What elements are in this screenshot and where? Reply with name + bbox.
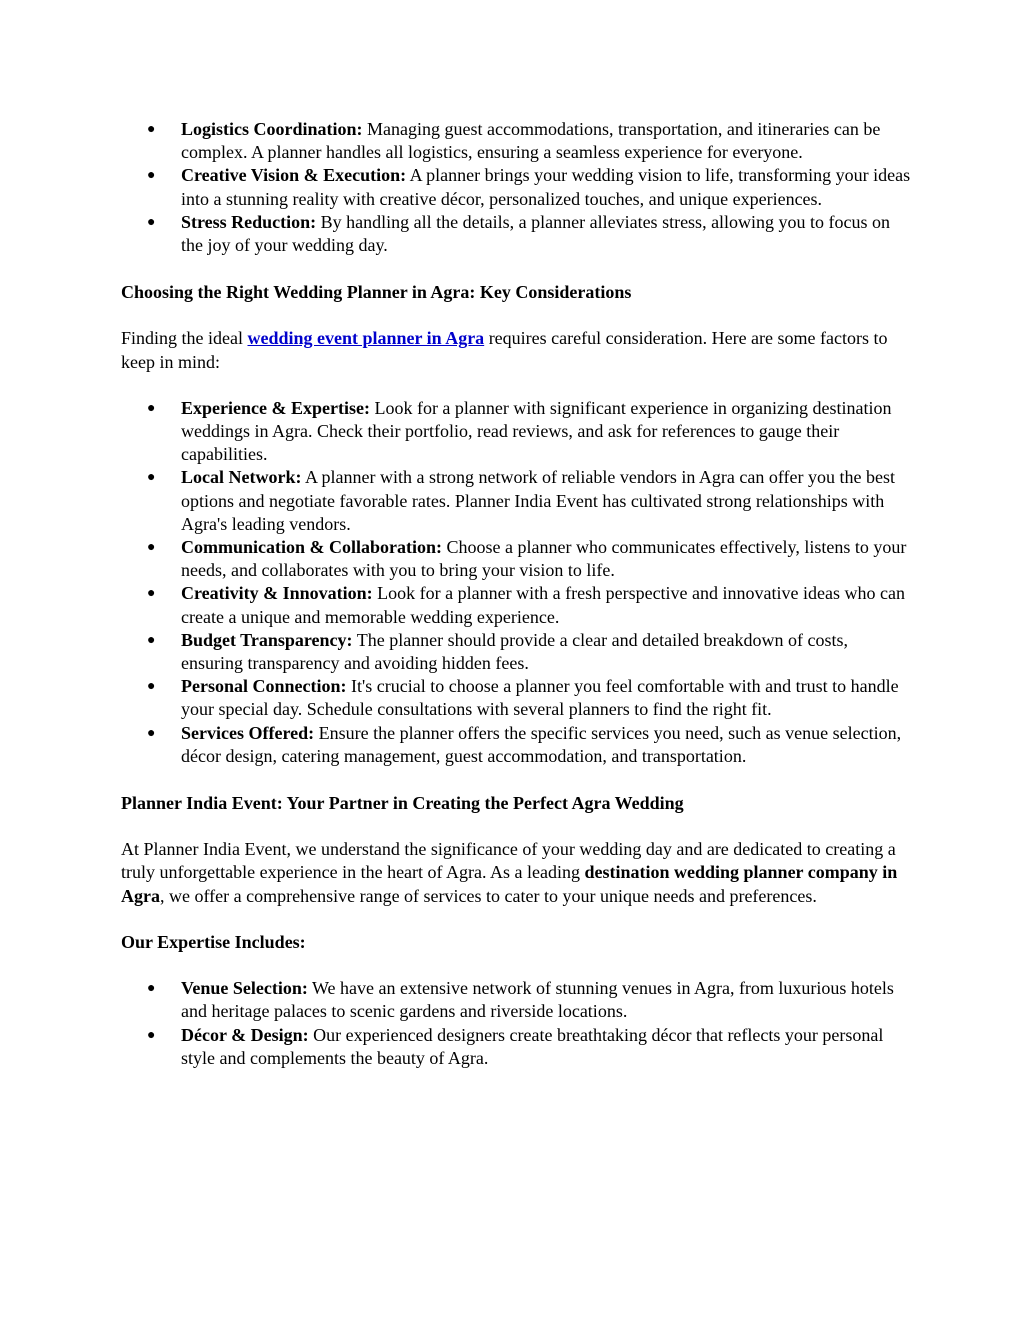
partner-paragraph [121, 838, 911, 908]
expertise-list [121, 977, 911, 1070]
item-text: The planner should provide a clear and detailed breakdown of costs, ensuring transparency and avoiding hidden fees. [181, 629, 849, 674]
list-item [121, 118, 911, 164]
item-term: Venue Selection: [181, 978, 308, 999]
list-item [121, 977, 911, 1023]
item-term: Stress Reduction: [181, 211, 317, 232]
bullet-icon: ● [147, 679, 156, 695]
item-term: Creativity & Innovation: [181, 583, 373, 604]
bullet-icon: ● [147, 586, 156, 602]
item-text: Our experienced designers create breathtaking décor that reflects your personal style and complements the beauty of Agra. [181, 1024, 884, 1068]
paragraph-text: , we offer a comprehensive range of services to cater to your unique needs and preferences. [160, 885, 817, 906]
list-item [121, 466, 911, 536]
bullet-icon: ● [147, 168, 156, 184]
list-item [121, 722, 911, 768]
list-item [121, 397, 911, 467]
item-term: Budget Transparency: [181, 629, 353, 650]
considerations-list [121, 397, 911, 768]
list-item [121, 536, 911, 582]
item-term: Décor & Design: [181, 1024, 309, 1045]
item-term: Personal Connection: [181, 676, 347, 697]
list-item [121, 211, 911, 257]
item-term: Communication & Collaboration: [181, 537, 442, 558]
bullet-icon: ● [147, 632, 156, 648]
section-heading-expertise: Our Expertise Includes: [121, 931, 306, 952]
paragraph-text: At Planner India Event, we understand the significance of your wedding day and are dedicated to creating a truly unforgettable experience in the heart of Agra. As a leading [121, 839, 896, 883]
list-item [121, 164, 911, 210]
bullet-icon: ● [147, 981, 156, 997]
paragraph-text: requires careful consideration. Here are some factors to keep in mind: [121, 328, 888, 372]
item-text: A planner brings your wedding vision to life, transforming your ideas into a stunning reality with creative décor, personalized touches, and unique experiences. [181, 165, 911, 209]
paragraph-text: Finding the ideal [121, 328, 248, 349]
section-heading-choosing: Choosing the Right Wedding Planner in Agra: Key Considerations [121, 282, 632, 303]
item-text: Managing guest accommodations, transportation, and itineraries can be complex. A planner handles all logistics, ensuring a seamless experience for everyone. [181, 119, 881, 163]
bullet-icon: ● [147, 1027, 156, 1043]
item-term: Local Network: [181, 467, 302, 488]
item-text: By handling all the details, a planner alleviates stress, allowing you to focus on the joy of your wedding day. [181, 211, 891, 256]
list-item [121, 629, 911, 675]
item-text: Choose a planner who communicates effectively, listens to your needs, and collaborates with you to bring your vision to life. [181, 537, 907, 581]
bullet-icon: ● [147, 122, 156, 137]
bullet-icon: ● [147, 470, 156, 486]
item-text: A planner with a strong network of reliable vendors in Agra can offer you the best options and negotiate favorable rates. Planner India Event has cultivated strong relationships with Agra's leading vendors. [181, 467, 895, 534]
paragraph-bold-text: destination wedding planner company in Agra [121, 862, 898, 906]
document-page [121, 118, 911, 1070]
list-item [121, 582, 911, 628]
item-term: Experience & Expertise: [181, 397, 370, 418]
bullet-icon: ● [147, 540, 156, 556]
bullet-icon: ● [147, 214, 156, 230]
item-term: Services Offered: [181, 722, 315, 743]
item-text: Look for a planner with significant experience in organizing destination weddings in Agra. Check their portfolio, read reviews, and ask for references to gauge their capabilities. [181, 397, 892, 465]
wedding-planner-link[interactable]: wedding event planner in Agra [247, 328, 485, 349]
item-term: Creative Vision & Execution: [181, 165, 407, 186]
benefits-list [121, 118, 911, 257]
item-text: Ensure the planner offers the specific services you need, such as venue selection, décor design, catering management, guest accommodation, and transportation. [181, 722, 902, 766]
intro-paragraph [121, 327, 911, 373]
list-item [121, 675, 911, 721]
item-text: It's crucial to choose a planner you feel comfortable with and trust to handle your special day. Schedule consultations with several planners to find the right fit. [181, 676, 899, 720]
item-term: Logistics Coordination: [181, 119, 363, 139]
item-text: Look for a planner with a fresh perspective and innovative ideas who can create a unique and memorable wedding experience. [181, 583, 905, 627]
list-item [121, 1024, 911, 1070]
bullet-icon: ● [147, 725, 156, 741]
bullet-icon: ● [147, 400, 156, 416]
item-text: We have an extensive network of stunning venues in Agra, from luxurious hotels and heritage palaces to scenic gardens and riverside locations. [181, 978, 894, 1022]
section-heading-partner: Planner India Event: Your Partner in Creating the Perfect Agra Wedding [121, 793, 684, 814]
